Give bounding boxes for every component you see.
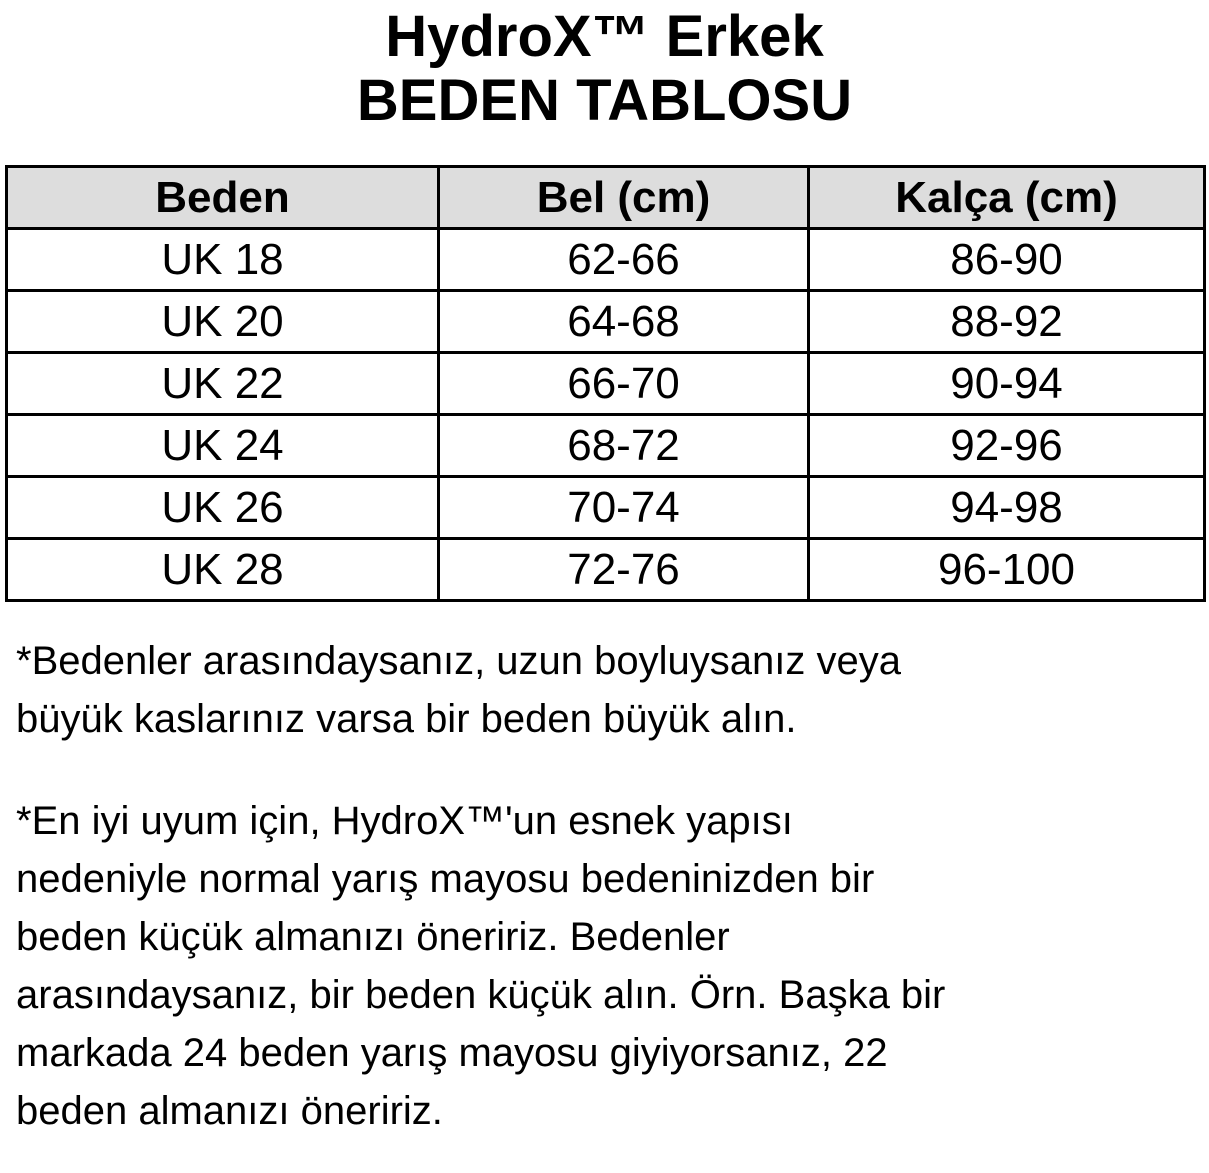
- cell-size: UK 24: [7, 415, 439, 477]
- table-row: [7, 291, 1205, 353]
- cell-size: UK 28: [7, 539, 439, 601]
- title-line-1: HydroX™ Erkek: [385, 4, 824, 69]
- cell-waist: 68-72: [439, 415, 809, 477]
- notes-section: [16, 632, 1201, 1140]
- column-header-hip: Kalça (cm): [809, 167, 1205, 229]
- cell-hip: 90-94: [809, 353, 1205, 415]
- column-header-waist: Bel (cm): [439, 167, 809, 229]
- size-chart-table: [5, 165, 1206, 602]
- cell-waist: 64-68: [439, 291, 809, 353]
- table-row: [7, 477, 1205, 539]
- cell-hip: 94-98: [809, 477, 1205, 539]
- cell-size: UK 26: [7, 477, 439, 539]
- title-line-2: BEDEN TABLOSU: [356, 68, 853, 133]
- table-row: [7, 415, 1205, 477]
- cell-size: UK 18: [7, 229, 439, 291]
- note-size-up: *Bedenler arasındaysanız, uzun boyluysanız veya büyük kaslarınız varsa bir beden büyük alın.: [16, 639, 901, 741]
- column-header-size: Beden: [7, 167, 439, 229]
- cell-waist: 70-74: [439, 477, 809, 539]
- cell-waist: 72-76: [439, 539, 809, 601]
- cell-size: UK 22: [7, 353, 439, 415]
- cell-hip: 86-90: [809, 229, 1205, 291]
- cell-hip: 92-96: [809, 415, 1205, 477]
- table-row: [7, 229, 1205, 291]
- cell-size: UK 20: [7, 291, 439, 353]
- table-header-row: [7, 167, 1205, 229]
- table-row: [7, 353, 1205, 415]
- cell-hip: 88-92: [809, 291, 1205, 353]
- note-size-down: *En iyi uyum için, HydroX™'un esnek yapısı nedeniyle normal yarış mayosu bedeninizden bir beden küçük almanızı öneririz. Bedenler arasındaysanız, bir beden küçük alın. Örn. Başka bir markada 24 beden yarış mayosu giyiyorsanız, 22 beden almanızı öneririz.: [16, 799, 946, 1133]
- cell-waist: 66-70: [439, 353, 809, 415]
- table-row: [7, 539, 1205, 601]
- cell-hip: 96-100: [809, 539, 1205, 601]
- page-title: [0, 0, 1209, 133]
- cell-waist: 62-66: [439, 229, 809, 291]
